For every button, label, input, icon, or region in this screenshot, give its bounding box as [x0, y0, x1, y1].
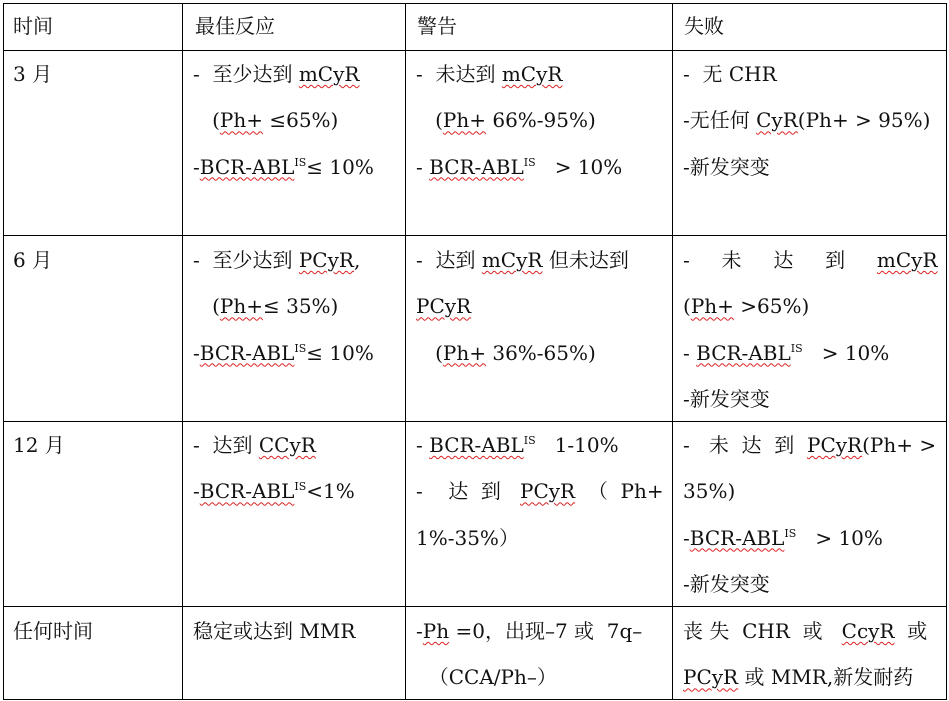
line-text: -新发突变: [683, 386, 770, 411]
cell-line: [193, 61, 359, 87]
row-time-12-months: 12 月: [13, 433, 65, 457]
line-text: - 无 CHR: [683, 62, 777, 86]
spellcheck-term: PCyR: [806, 433, 863, 457]
line-text: （CCA/Ph–）: [416, 665, 557, 690]
cell-line: [416, 618, 642, 644]
line-text: -新发突变: [683, 571, 770, 596]
spellcheck-term: PCyR: [683, 665, 739, 690]
cell-line: [193, 618, 355, 644]
spellcheck-term: Ph+: [219, 294, 263, 319]
line-text: -: [416, 154, 430, 179]
line-text: (Ph+ >: [862, 433, 937, 457]
cell-line: [416, 154, 622, 180]
header-warning: 警告: [417, 14, 457, 38]
line-text: <1%: [306, 479, 355, 504]
line-text: - 未达到: [416, 62, 502, 86]
line-text: ≤ 35%): [262, 294, 339, 319]
spellcheck-term: BCR-ABL: [429, 154, 524, 179]
header-time: 时间: [13, 14, 53, 38]
line-text: ≤65%): [262, 108, 339, 133]
spellcheck-term: BCR-ABL: [429, 433, 524, 457]
superscript-is: IS: [523, 434, 536, 447]
superscript-is: IS: [294, 341, 307, 355]
line-text: > 10%: [802, 340, 890, 365]
cell-line: [416, 664, 557, 690]
spellcheck-term: CyR: [756, 108, 798, 133]
superscript-is: IS: [294, 480, 307, 494]
row-divider: [3, 421, 947, 422]
spellcheck-term: CCyR: [258, 433, 316, 457]
column-divider: [405, 3, 406, 700]
spellcheck-term: PCyR: [416, 294, 472, 319]
superscript-is: IS: [784, 526, 797, 540]
line-text: 35%): [683, 479, 736, 504]
line-text: -: [683, 340, 697, 365]
column-divider: [3, 3, 4, 700]
line-text: 或: [894, 619, 928, 643]
line-text: -: [416, 433, 430, 457]
table-border-top: [3, 3, 947, 4]
superscript-is: IS: [523, 155, 536, 169]
line-text: 丧 失 CHR 或: [683, 619, 842, 643]
line-text: - 达 到: [416, 479, 520, 504]
cell-line: [683, 432, 936, 458]
cell-line: [416, 293, 471, 319]
cell-line: [416, 107, 596, 133]
cell-line: [683, 61, 777, 87]
line-text: -: [416, 619, 423, 643]
cell-line: [416, 340, 596, 366]
spellcheck-term: mCyR: [481, 248, 543, 272]
line-text: 但未达到: [542, 248, 629, 272]
line-text: （ Ph+: [575, 479, 664, 504]
header-optimal: 最佳反应: [195, 14, 275, 38]
header-failure: 失败: [684, 14, 724, 38]
row-divider: [3, 235, 947, 236]
spellcheck-term: CcyR: [841, 619, 895, 643]
line-text: 36%-65%): [485, 340, 596, 365]
column-divider: [946, 3, 947, 700]
cell-line: [193, 293, 338, 319]
spellcheck-term: mCyR: [501, 62, 563, 86]
line-text: (: [683, 294, 691, 319]
spellcheck-term: BCR-ABL: [199, 340, 295, 365]
line-text: -: [193, 340, 200, 365]
line-text: (: [193, 108, 220, 133]
spellcheck-term: BCR-ABL: [689, 525, 785, 550]
cell-line: [683, 664, 913, 690]
cell-line: [193, 154, 374, 180]
line-text: (: [416, 340, 443, 365]
line-text: 1-10%: [535, 433, 619, 457]
line-text: - 未 达 到: [683, 433, 807, 457]
line-text: 或 MMR,新发耐药: [738, 665, 914, 690]
row-time-6-months: 6 月: [13, 248, 53, 272]
line-text: - 未 达 到: [683, 248, 877, 272]
line-text: (: [193, 294, 220, 319]
line-text: 66%-95%): [485, 108, 596, 133]
cell-line: [193, 247, 360, 273]
spellcheck-term: BCR-ABL: [199, 479, 295, 504]
spellcheck-term: Ph+: [690, 294, 734, 319]
cell-line: [683, 386, 770, 412]
line-text: (: [416, 108, 443, 133]
cell-line: [683, 618, 927, 644]
header-divider: [3, 50, 947, 51]
row-time-any-time: 任何时间: [13, 619, 93, 643]
spellcheck-term: mCyR: [876, 248, 938, 272]
column-divider: [672, 3, 673, 700]
spellcheck-term: Ph+: [442, 108, 486, 133]
cell-line: [416, 478, 664, 504]
line-text: -: [193, 479, 200, 504]
line-text: 稳定或达到 MMR: [193, 619, 356, 643]
spellcheck-term: BCR-ABL: [199, 154, 295, 179]
line-text: ≤ 10%: [306, 340, 374, 365]
cell-line: [683, 525, 883, 551]
line-text: > 10%: [796, 525, 883, 550]
superscript-is: IS: [790, 341, 803, 355]
cell-line: [416, 432, 619, 458]
cell-line: [683, 247, 938, 273]
cell-line: [193, 340, 374, 366]
column-divider: [182, 3, 183, 700]
spellcheck-term: Ph+: [219, 108, 263, 133]
table-border-bottom: [3, 699, 947, 700]
cell-line: [683, 154, 770, 180]
cell-line: [683, 293, 809, 319]
line-text: -新发突变: [683, 154, 770, 179]
line-text: - 至少达到: [193, 62, 299, 86]
line-text: -: [683, 525, 690, 550]
spellcheck-term: PCyR: [519, 479, 576, 504]
row-divider: [3, 606, 947, 607]
spellcheck-term: Ph+: [442, 340, 486, 365]
line-text: - 至少达到: [193, 248, 299, 272]
cell-line: [683, 478, 735, 504]
superscript-is: IS: [294, 155, 307, 169]
cell-line: [416, 525, 519, 551]
line-text: -无任何: [683, 108, 757, 133]
line-text: =0，出现–7 或 7q–: [449, 619, 643, 643]
spellcheck-term: mCyR: [298, 62, 360, 86]
spellcheck-term: PCyR: [298, 248, 354, 272]
line-text: ,: [353, 248, 361, 272]
cell-line: [193, 478, 355, 504]
cell-line: [193, 432, 316, 458]
line-text: 1%-35%）: [416, 525, 519, 550]
row-time-3-months: 3 月: [13, 62, 53, 86]
line-text: - 达到: [193, 433, 259, 457]
spellcheck-term: Ph: [422, 619, 450, 643]
spellcheck-term: BCR-ABL: [696, 340, 791, 365]
line-text: > 10%: [535, 154, 623, 179]
cell-line: [683, 571, 770, 597]
cell-line: [683, 107, 930, 133]
line-text: (Ph+ > 95%): [797, 108, 931, 133]
cell-line: [683, 340, 889, 366]
line-text: -: [193, 154, 200, 179]
line-text: - 达到: [416, 248, 482, 272]
line-text: ≤ 10%: [306, 154, 374, 179]
cell-line: [416, 247, 629, 273]
line-text: >65%): [733, 294, 810, 319]
cell-line: [193, 107, 338, 133]
cell-line: [416, 61, 562, 87]
